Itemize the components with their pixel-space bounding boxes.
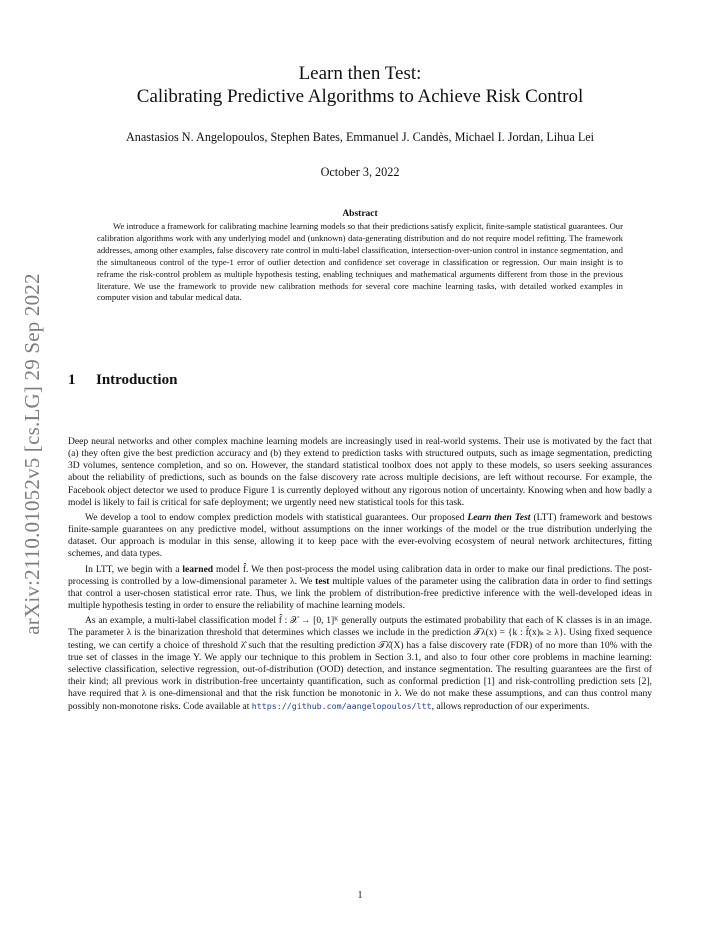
paragraph-4-text-a: As an example, a multi-label classification model f̂ : 𝒳 → [0, 1]ᴷ generally outputs the estimated probability that each of K classes is in an image. The parameter λ is the binarization threshold that determines which classes we include in the prediction 𝒯λ(x) = {k : f̂(x)ₖ ≥ λ}. Using fixed sequence testing, we can certify a choice of threshold λ̂ such that the resulting prediction 𝒯λ̂(X) has a false discovery rate (FDR) of no more than 10% with the true set of classes in the image Y. We apply our technique to this problem in Section 3.1, and also to four other core problems in machine learning: selective classification, selective regression, out-of-distribution (OOD) detection, and instance segmentation. The resulting guarantees are the first of their kind; all previous work in distribution-free uncertainty quantification, such as conformal prediction [1] and risk-controlling prediction sets [2], have required that λ is one-dimensional and that the risk function be monotonic in λ. We do not make these assumptions, and can thus control many possibly non-monotone risks. Code available at (68, 615, 652, 713)
learned-emphasis: learned (182, 563, 214, 575)
paragraph-3-text-c: model f̂. We then post-process the model using calibration data in order to make our final predictions. The post-processing is controlled by a low-dimensional parameter λ. We (68, 563, 652, 587)
section-number: 1 (68, 372, 76, 388)
paragraph-3 (68, 564, 652, 613)
paragraph-4 (68, 615, 652, 713)
arxiv-identifier-text: arXiv:2110.01052v5 [cs.LG] 29 Sep 2022 (20, 273, 44, 635)
introduction-body (68, 436, 652, 716)
paragraph-1: Deep neural networks and other complex machine learning models are increasingly used in real-world systems. Their use is motivated by the fact that (a) they often give the best prediction accuracy and (b) they extend to prediction tasks with structured outputs, such as image segmentation, predicting 3D volumes, sentence completion, and so on. However, the standard statistical toolbox does not apply to these models, so users seeking assurances about the reliability of predictions, such as bounds on the false discovery rate across multiple decisions, are left without recourse. For example, the Facebook object detector we used to produce Figure 1 is currently deployed without any rigorous notion of uncertainty. Knowing when and how badly a model is likely to fail is critical for safe deployment; we urgently need new statistical tools for this task. (68, 436, 652, 508)
section-title: Introduction (96, 372, 178, 388)
arxiv-identifier-stamp (10, 248, 50, 660)
abstract-heading: Abstract (342, 209, 378, 219)
abstract-body: We introduce a framework for calibrating machine learning models so that their predictions satisfy explicit, finite-sample statistical guarantees. Our calibration algorithms work with any underlying model and (unknown) data-generating distribution and do not require model refitting. The framework addresses, among other examples, false discovery rate control in multi-label classification, intersection-over-union control in instance segmentation, and the simultaneous control of the type-1 error of outlier detection and confidence set coverage in classification or regression. Our main insight is to reframe the risk-control problem as multiple hypothesis testing, enabling techniques and mathematical arguments different from those in the previous literature. We use the framework to provide new calibration methods for several core machine learning tasks, with detailed worked examples in computer vision and tabular medical data. (97, 221, 623, 303)
publication-date: October 3, 2022 (320, 165, 400, 179)
author-list: Anastasios N. Angelopoulos, Stephen Bates, Emmanuel J. Candès, Michael I. Jordan, Lihua Lei (125, 130, 595, 144)
paragraph-2 (68, 512, 652, 561)
page-number: 1 (357, 890, 363, 901)
paragraph-3-text-a: In LTT, we begin with a (85, 563, 183, 575)
paragraph-4-text-b: , allows reproduction of our experiments. (431, 701, 590, 713)
paragraph-2-text-a: We develop a tool to endow complex prediction models with statistical guarantees. Our proposed (85, 511, 468, 523)
paragraph-3-text-d: multiple values of the parameter using the calibration data in order to find settings that control a user-chosen statistical error rate. Thus, we link the problem of distribution-free predictive inference with the well-developed ideas in multiple hypothesis testing in order to ensure the reliability of machine learning models. (68, 575, 652, 612)
code-repository-link[interactable]: https://github.com/aangelopoulos/ltt (251, 701, 432, 712)
ltt-emphasis: Learn then Test (467, 511, 531, 523)
paragraph-2-text-b: (LTT) framework and bestows finite-sample guarantees on any predictive model, without assumptions on the inner workings of the model or the true distribution underlying the dataset. Our approach is modular in this sense, allowing it to keep pace with the ever-evolving ecosystem of neural network architectures, fitting schemes, and data types. (68, 511, 652, 560)
section-heading (68, 372, 177, 389)
test-emphasis: test (315, 575, 330, 587)
paper-title (60, 62, 660, 108)
title-line-1: Learn then Test: (298, 63, 422, 84)
title-line-2: Calibrating Predictive Algorithms to Achieve Risk Control (136, 86, 584, 107)
